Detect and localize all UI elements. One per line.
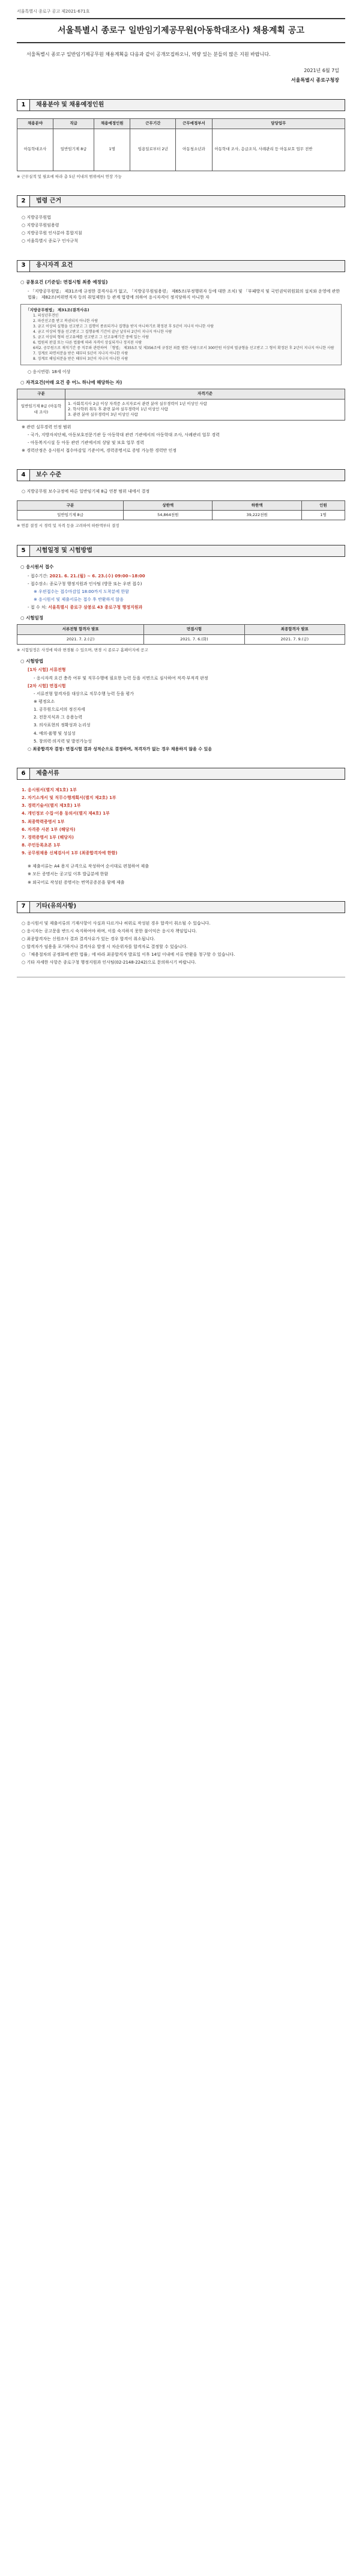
etc-item: ○ 응시원서 및 제출서류의 기재사항이 사실과 다르거나 허위로 작성된 경우 합격이 취소될 수 있습니다. xyxy=(22,920,211,926)
age-note: ○ 응시연령: 18세 이상 xyxy=(28,369,71,375)
sched-note: ※ 시험일정은 사정에 따라 변경될 수 있으며, 변경 시 종로구 홈페이지에 공고 xyxy=(17,648,148,653)
law-box-item: 1. 피성년후견인 xyxy=(33,314,59,318)
table-header: 직급 xyxy=(53,119,94,129)
doc-item: 3. 경력기술서(별지 제3호) 1부 xyxy=(22,803,81,809)
pay-intro: ○ 지방공무원 보수규정에 따른 일반임기제 8급 연봉 범위 내에서 결정 xyxy=(22,489,150,494)
eval-item: 4. 예의·품행 및 성실성 xyxy=(34,731,76,736)
law-box-item: 8. 징계로 해임처분을 받은 때부터 3년이 지나지 아니한 사람 xyxy=(33,357,128,362)
section-pay xyxy=(17,469,345,529)
recv-note: ※ 우편접수는 접수마감일 18:00까지 도착분에 한함 xyxy=(34,589,129,595)
section-title: 시험일정 및 시험방법 xyxy=(30,545,345,557)
section-number: 3 xyxy=(17,260,30,272)
table-cell xyxy=(65,399,345,420)
recv-place: - 접수장소: 종로구청 행정지원과 인사팀 (방문 또는 우편 접수) xyxy=(28,581,142,586)
doc-note: ※ 외국어로 작성된 증명서는 번역공증본을 함께 제출 xyxy=(28,879,125,885)
doc-item: 9. 공무원채용 신체검사서 1부 (최종합격자에 한함) xyxy=(22,851,118,856)
pay-note: ※ 연봉 결정 시 경력 및 자격 등을 고려하여 하한액부터 결정 xyxy=(17,523,119,529)
table-header: 최종합격자 발표 xyxy=(244,625,345,634)
section-number: 5 xyxy=(17,545,30,557)
law-item: ○ 서울특별시 종로구 인사규칙 xyxy=(22,238,78,244)
section-title: 제출서류 xyxy=(30,768,345,780)
pay-table xyxy=(17,500,345,521)
etc-item: ○ 최종합격자는 신원조사 결과 결격사유가 있는 경우 합격이 취소됩니다. xyxy=(22,936,155,941)
law-box-item: 6. 법원의 판결 또는 다른 법률에 따라 자격이 상실되거나 정지된 사람 xyxy=(33,341,142,345)
section-qualify xyxy=(17,260,345,454)
doc-item: 2. 자기소개서 및 직무수행계획서(별지 제2호) 1부 xyxy=(22,795,116,801)
notice-intro: 서울특별시 종로구 일반임기제공무원 채용계획을 다음과 같이 공개모집하오니, 역량 있는 분들의 많은 지원 바랍니다. xyxy=(26,52,271,58)
table-header: 채용분야 xyxy=(17,119,53,129)
recv-addr-row xyxy=(28,604,345,610)
table-header: 채용예정인원 xyxy=(94,119,130,129)
table-header: 근무기간 xyxy=(130,119,176,129)
doc-item: 1. 응시원서(별지 제1호) 1부 xyxy=(22,788,77,793)
law-box xyxy=(20,304,342,365)
law-box-item: 4. 금고 이상의 형을 선고받고 그 집행유예 기간이 끝난 날부터 2년이 지나지 아니한 사람 xyxy=(33,330,172,335)
section-schedule xyxy=(17,545,345,752)
law-item: ○ 지방공무원임용령 xyxy=(22,223,59,228)
table-cell: 아동학대 조사, 응급조치, 사례관리 등 아동보호 업무 전반 xyxy=(212,129,345,171)
section-etc xyxy=(17,901,345,966)
doc-note: ※ 제출서류는 A4 용지 규격으로 작성하여 순서대로 편철하여 제출 xyxy=(28,864,149,869)
etc-item: ○ 합격자가 임용을 포기하거나 결격사유 발생 시 차순위자를 합격자로 결정할 수 있습니다. xyxy=(22,944,188,950)
table-cell: 2021. 7. 9.(금) xyxy=(244,634,345,644)
step-text: - 응시자격 요건 충족 여부 및 직무수행에 필요한 능력 등을 서면으로 심사하여 적격·부적격 판정 xyxy=(34,675,208,681)
table-cell: 2021. 7. 2.(금) xyxy=(17,634,144,644)
law-box-item: 7. 징계로 파면처분을 받은 때부터 5년이 지나지 아니한 사람 xyxy=(33,351,128,356)
table-header: 자격기준 xyxy=(65,389,345,399)
section-header xyxy=(17,195,345,207)
table-header: 서류전형 합격자 발표 xyxy=(17,625,144,634)
final-decision: ○ 최종합격자 결정: 면접시험 결과 성적순으로 결정하며, 적격자가 없는 경우 채용하지 않을 수 있음 xyxy=(28,746,212,752)
doc-item: 6. 자격증 사본 1부 (해당자) xyxy=(22,827,76,832)
section-header xyxy=(17,99,345,111)
date-block xyxy=(17,67,339,84)
section-number: 7 xyxy=(17,901,30,913)
table-cell: 아동청소년과 xyxy=(176,129,212,171)
table-cell: 2021. 7. 6.(화) xyxy=(144,634,244,644)
schedule-table xyxy=(17,624,345,645)
grade-table xyxy=(17,389,345,421)
recv-note: ※ 응시원서 및 제출서류는 접수 후 반환하지 않음 xyxy=(34,597,124,603)
table-header: 근무예정부서 xyxy=(176,119,212,129)
step-label: [1차 시험] 서류전형 xyxy=(28,667,66,673)
notice-title: 서울특별시 종로구 일반임기제공무원(아동학대조사) 채용계획 공고 xyxy=(17,18,345,43)
law-box-item: 6의2. 공무원으로 재직기간 중 직무와 관련하여 「형법」 제355조 및 제356조에 규정된 죄를 범한 사람으로서 300만원 이상의 벌금형을 선고받고 그 형이 확정된 후 2년이 지나지 아니한 사람 xyxy=(33,346,334,351)
section-number: 2 xyxy=(17,195,30,207)
qualify-common-title: ○ 공통요건 (기준일: 면접시험 최종 예정일) xyxy=(20,279,108,285)
section-number: 6 xyxy=(17,768,30,780)
law-box-item: 2. 파산선고를 받고 복권되지 아니한 사람 xyxy=(33,319,98,324)
notice-number: 서울특별시 종로구 공고 제2021-671호 xyxy=(17,9,90,14)
exp-note-title: ※ 관련 실무경력 인정 범위 xyxy=(22,424,71,430)
doc-item: 4. 개인정보 수집·이용 동의서(별지 제4호) 1부 xyxy=(22,811,110,816)
step-text: - 서류전형 합격자를 대상으로 직무수행 능력 등을 평가 xyxy=(34,691,134,696)
law-box-title: 「지방공무원법」 제31조(결격사유) xyxy=(26,307,89,312)
section-header xyxy=(17,469,345,481)
section-docs xyxy=(17,768,345,886)
table-cell: 임용일로부터 2년 xyxy=(130,129,176,171)
etc-item: ○ 응시자는 공고문을 반드시 숙지하여야 하며, 이를 숙지하지 못한 불이익은 응시자 책임입니다. xyxy=(22,928,197,934)
section-header xyxy=(17,545,345,557)
section-title: 응시자격 요건 xyxy=(30,260,345,272)
recv-period-label: - 접수기간: xyxy=(28,573,49,579)
step-label: [2차 시험] 면접시험 xyxy=(28,683,66,688)
grade-line: 3. 관련 분야 실무경력이 3년 이상인 사람 xyxy=(68,412,138,418)
table-cell: 아동학대조사 xyxy=(17,129,53,171)
notice-date: 2021년 6월 7일 xyxy=(304,68,339,74)
recv-title: ○ 응시원서 접수 xyxy=(20,564,54,570)
table-header: 인원 xyxy=(301,500,345,510)
doc-item: 7. 경력증명서 1부 (해당자) xyxy=(22,834,74,840)
section-title: 법령 근거 xyxy=(30,195,345,207)
section-number: 1 xyxy=(17,99,30,111)
section-title: 채용분야 및 채용예정인원 xyxy=(30,99,345,111)
table-header: 하한액 xyxy=(213,500,301,510)
table-cell: 일반임기제 8급 (아동학대 조사) xyxy=(17,399,65,420)
law-box-item: 3. 금고 이상의 실형을 선고받고 그 집행이 종료되거나 집행을 받지 아니하기로 확정된 후 5년이 지나지 아니한 사람 xyxy=(33,324,214,329)
method-title: ○ 시험방법 xyxy=(20,658,44,664)
etc-item: ○ 「채용절차의 공정화에 관한 법률」에 따라 최종합격자 발표일 이후 14일 이내에 서류 반환을 청구할 수 있습니다. xyxy=(22,952,235,958)
notice-org: 서울특별시 종로구청장 xyxy=(291,77,339,83)
eval-item: 5. 창의력·의지력 및 발전가능성 xyxy=(34,738,92,744)
law-item: ○ 지방공무원법 xyxy=(22,215,51,220)
section-header xyxy=(17,260,345,272)
recruit-note: ※ 근무실적 및 필요에 따라 총 5년 이내의 범위에서 연장 가능 xyxy=(17,174,122,179)
sched-title: ○ 시험일정 xyxy=(20,615,44,621)
grade-line: 2. 학사학위 취득 후 관련 분야 실무경력이 1년 이상인 사람 xyxy=(68,407,169,412)
doc-item: 5. 최종학력증명서 1부 xyxy=(22,819,65,824)
recv-addr-label: - 접 수 처: xyxy=(28,605,47,610)
table-cell: 일반임기제 8급 xyxy=(53,129,94,171)
section-header xyxy=(17,901,345,913)
recv-period: 2021. 6. 21.(월) ~ 6. 23.(수) 09:00~18:00 xyxy=(49,573,145,579)
table-cell: 1명 xyxy=(94,129,130,171)
recv-addr: 서울특별시 종로구 삼봉로 43 종로구청 행정지원과 xyxy=(48,605,143,610)
recv-period-row xyxy=(28,573,345,579)
doc-note: ※ 모든 증명서는 공고일 이후 발급분에 한함 xyxy=(28,872,109,877)
law-item: ○ 지방공무원 인사분야 통합지침 xyxy=(22,231,82,236)
exp-line: - 국가, 지방자치단체, 아동보호전문기관 등 아동학대 관련 기관에서의 아동학대 조사, 사례관리 업무 경력 xyxy=(28,433,220,438)
exp-etc: ※ 경력산정은 응시원서 접수마감일 기준이며, 경력증명서로 증빙 가능한 경력만 인정 xyxy=(22,448,177,454)
recruit-table xyxy=(17,118,345,171)
section-header xyxy=(17,768,345,780)
qualify-common-line: - 「지방공무원법」 제31조에 규정한 결격사유가 없고, 「지방공무원임용령」 제65조(부정행위자 등에 대한 조치) 및 「부패방지 및 국민권익위원회의 설치와 운영에 관한 법률」 제82조(비위면직자 등의 취업제한) 등 관계 법령에 의하여 응시자격이 정지당하지 아니한 자 xyxy=(28,288,340,300)
table-header: 구분 xyxy=(17,389,65,399)
section-law xyxy=(17,195,345,245)
qualify-grade-title: ○ 자격요건(아래 요건 중 어느 하나에 해당하는 자) xyxy=(20,380,122,386)
grade-line: 1. 사회복지사 2급 이상 자격증 소지자로서 관련 분야 실무경력이 1년 이상인 사람 xyxy=(68,401,207,406)
etc-item: ○ 기타 자세한 사항은 종로구청 행정지원과 인사팀(02-2148-2242)으로 문의하시기 바랍니다. xyxy=(22,960,196,965)
eval-title: ※ 평정요소 xyxy=(34,699,55,705)
table-header: 구분 xyxy=(17,500,124,510)
table-cell: 39,222천원 xyxy=(213,511,301,520)
table-cell: 1명 xyxy=(301,511,345,520)
section-title: 보수 수준 xyxy=(30,469,345,481)
doc-item: 8. 주민등록초본 1부 xyxy=(22,843,61,848)
table-cell: 54,864천원 xyxy=(124,511,213,520)
section-title: 기타(유의사항) xyxy=(30,901,345,913)
table-header: 면접시험 xyxy=(144,625,244,634)
law-box-item: 5. 금고 이상의 형의 선고유예를 선고받고 그 선고유예기간 중에 있는 사람 xyxy=(33,335,149,340)
table-header: 담당업무 xyxy=(212,119,345,129)
exp-line: - 아동복지시설 등 아동 관련 기관에서의 상담 및 보호 업무 경력 xyxy=(28,440,144,446)
eval-item: 3. 의사표현의 정확성과 논리성 xyxy=(34,723,91,728)
table-cell: 일반임기제 8급 xyxy=(17,511,124,520)
eval-item: 1. 공무원으로서의 정신자세 xyxy=(34,707,85,712)
table-header: 상한액 xyxy=(124,500,213,510)
section-number: 4 xyxy=(17,469,30,481)
section-recruit xyxy=(17,99,345,180)
eval-item: 2. 전문지식과 그 응용능력 xyxy=(34,715,82,720)
